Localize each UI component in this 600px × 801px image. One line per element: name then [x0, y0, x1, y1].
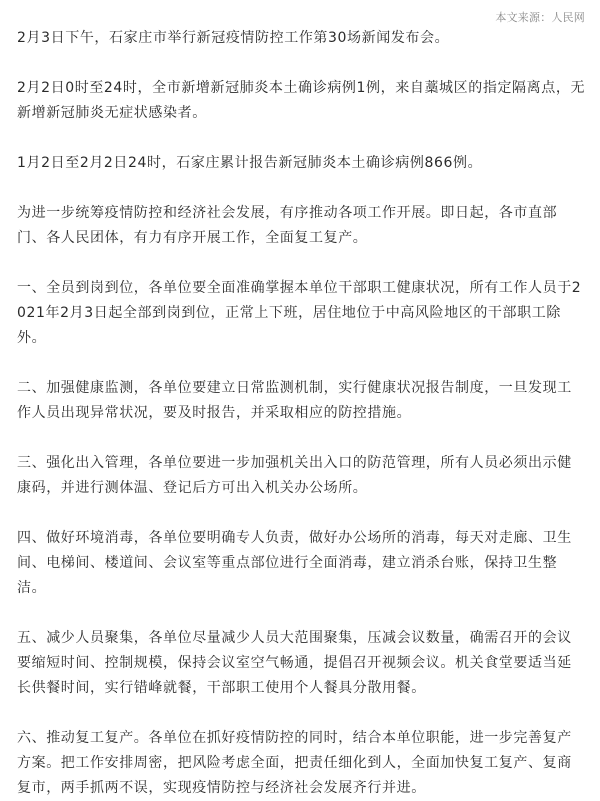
paragraph-item-5: 五、减少人员聚集，各单位尽量减少人员大范围聚集，压减会议数量，确需召开的会议要缩短时间、控制规模，保持会议室空气畅通，提倡召开视频会议。机关食堂要适当延长供餐时间，实行错峰就餐，干部职工使用个人餐具分散用餐。 [17, 630, 572, 696]
paragraph-resume-work: 为进一步统筹疫情防控和经济社会发展，有序推动各项工作开展。即日起，各市直部门、各人民团体，有力有序开展工作，全面复工复产。 [17, 205, 558, 246]
paragraph-cumulative-cases: 1月2日至2月2日24时，石家庄累计报告新冠肺炎本土确诊病例866例。 [17, 155, 483, 171]
paragraph-press-conference: 2月3日下午，石家庄市举行新冠疫情防控工作第30场新闻发布会。 [17, 30, 450, 46]
paragraph-item-6: 六、推动复工复产。各单位在抓好疫情防控的同时，结合本单位职能，进一步完善复产方案。把工作安排周密，把风险考虑全面，把责任细化到人，全面加快复工复产、复商复市，两手抓两不误，实现疫情防控与经济社会发展齐行并进。 [17, 730, 572, 796]
paragraph-item-1: 一、全员到岗到位，各单位要全面准确掌握本单位干部职工健康状况，所有工作人员于2021年2月3日起全部到岗到位，正常上下班，居住地位于中高风险地区的干部职工除外。 [17, 280, 582, 346]
paragraph-item-3: 三、强化出入管理，各单位要进一步加强机关出入口的防范管理，所有人员必须出示健康码，并进行测体温、登记后方可出入机关办公场所。 [17, 455, 572, 496]
paragraph-new-cases: 2月2日0时至24时，全市新增新冠肺炎本土确诊病例1例，来自藁城区的指定隔离点，无新增新冠肺炎无症状感染者。 [17, 80, 586, 121]
paragraph-item-2: 二、加强健康监测，各单位要建立日常监测机制，实行健康状况报告制度，一旦发现工作人员出现异常状况，要及时报告，并采取相应的防控措施。 [17, 380, 572, 421]
paragraph-item-4: 四、做好环境消毒，各单位要明确专人负责，做好办公场所的消毒，每天对走廊、卫生间、电梯间、楼道间、会议室等重点部位进行全面消毒，建立消杀台账，保持卫生整洁。 [17, 530, 572, 596]
source-note: 本文来源：人民网 [495, 11, 585, 24]
